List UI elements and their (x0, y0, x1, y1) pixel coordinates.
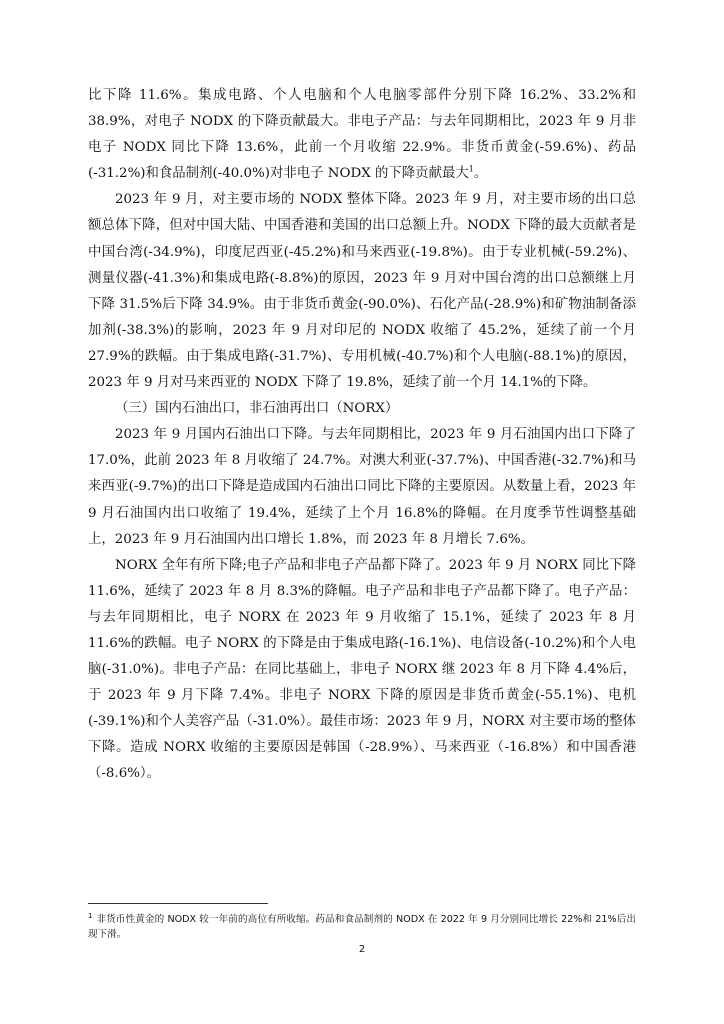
paragraph-text: 比下降 11.6%。集成电路、个人电脑和个人电脑零部件分别下降 16.2%、33.2%和 38.9%，对电子 NODX 的下降贡献最大。非电子产品：与去年同期相比，2023 年 9 月非电子 NODX 同比下降 13.6%，此前一个月收缩 22.9%。非货币黄金(-59.6%)、药品(-31.2%)和食品制剂(-40.0%)对非电子 NODX 的下降贡献最大 (88, 88, 636, 182)
footnote-text: 非货币性黄金的 NODX 较一年前的高位有所收缩。药品和食品制剂的 NODX 在 2022 年 9 月分别同比增长 22%和 21%后出现下滑。 (88, 914, 636, 941)
paragraph-end: 。 (473, 166, 488, 182)
section-heading: （三）国内石油出口，非石油再出口（NORX） (115, 401, 399, 417)
paragraph-norx: NORX 全年有所下降;电子产品和非电子产品都下降了。2023 年 9 月 NORX 同比下降 11.6%，延续了 2023 年 8 月 8.3%的降幅。电子产品和非电子产品都下降了。电子产品：与去年同期相比，电子 NORX 在 2023 年 9 月收缩了 15.1%，延续了 2023 年 8 月 11.6%的跌幅。电子 NORX 的下降是由于集成电路(-16.1%)、电信设备(-10.2%)和个人电脑(-31.0%)。非电子产品：在同比基础上，非电子 NORX 继 2023 年 8 月下降 4.4%后，于 2023 年 9 月下降 7.4%。非电子 NORX 下降的原因是非货币黄金(-55.1%)、电机(-39.1%)和个人美容产品（-31.0%）。最佳市场：2023 年 9 月，NORX 对主要市场的整体下降。造成 NORX 收缩的主要原因是韩国（-28.9%）、马来西亚（-16.8%）和中国香港（-8.6%）。 (88, 557, 636, 782)
footnote (88, 909, 636, 942)
footnote-number: 1 (88, 912, 93, 920)
paragraph-oil-exports: 2023 年 9 月国内石油出口下降。与去年同期相比，2023 年 9 月石油国内出口下降了 17.0%，此前 2023 年 8 月收缩了 24.7%。对澳大利亚(-37.7%)、中国香港(-32.7%)和马来西亚(-9.7%)的出口下降是造成国内石油出口同比下降的主要原因。从数量上看，2023 年 9 月石油国内出口收缩了 19.4%，延续了上个月 16.8%的降幅。在月度季节性调整基础上，2023 年 9 月石油国内出口增长 1.8%，而 2023 年 8 月增长 7.6%。 (88, 427, 636, 547)
footnote-divider (88, 903, 268, 904)
body-text (88, 83, 636, 788)
page-number: 2 (358, 944, 366, 955)
paragraph-markets: 2023 年 9 月，对主要市场的 NODX 整体下降。2023 年 9 月，对主要市场的出口总额总体下降，但对中国大陆、中国香港和美国的出口总额上升。NODX 下降的最大贡献者是中国台湾(-34.9%)，印度尼西亚(-45.2%)和马来西亚(-19.8%)。由于专业机械(-59.2%)、测量仪器(-41.3%)和集成电路(-8.8%)的原因，2023 年 9 月对中国台湾的出口总额继上月下降 31.5%后下降 34.9%。由于非货币黄金(-90.0%)、石化产品(-28.9%)和矿物油制备添加剂(-38.3%)的影响，2023 年 9 月对印尼的 NODX 收缩了 45.2%，延续了前一个月 27.9%的跌幅。由于集成电路(-31.7%)、专用机械(-40.7%)和个人电脑(-88.1%)的原因，2023 年 9 月对马来西亚的 NODX 下降了 19.8%，延续了前一个月 14.1%的下降。 (88, 192, 636, 391)
paragraph-electronics-continuation (88, 83, 636, 187)
footnote-reference: 1 (468, 164, 474, 174)
